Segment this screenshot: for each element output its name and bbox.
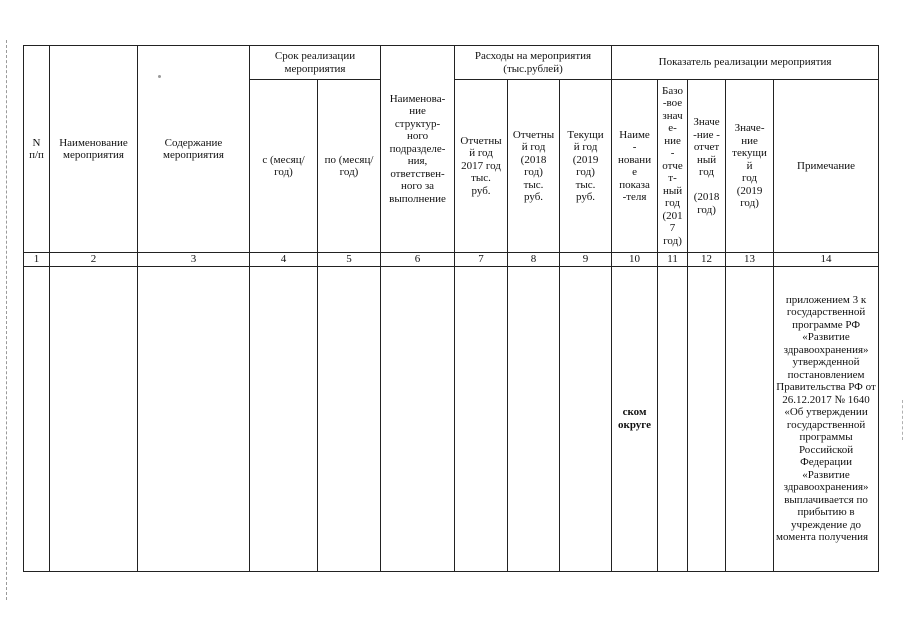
col-number: 1 (24, 253, 50, 267)
cell-ind-2019 (726, 266, 774, 571)
col-number: 5 (318, 253, 381, 267)
col-name-header: Наименование мероприятия (50, 46, 138, 253)
cell-cost-2019 (560, 266, 612, 571)
col-number: 2 (50, 253, 138, 267)
col-costs-header: Расходы на мероприятия (тыс.рублей) (455, 46, 612, 80)
col-number: 13 (726, 253, 774, 267)
col-number: 14 (774, 253, 879, 267)
col-number: 8 (508, 253, 560, 267)
cell-unit (381, 266, 455, 571)
col-term-header: Срок реализации мероприятия (250, 46, 381, 80)
cell-num (24, 266, 50, 571)
col-num-header: N п/п (24, 46, 50, 253)
cell-note: приложением 3 к государственной программе РФ «Развитие здравоохранения» утвержденной постановлением Правительства РФ от 26.12.2017 № 1640 «Об утверждении государственной программы Российской Федерации «Развитие здравоохранения» выплачивается по прибытию в учреждение до момента получения (774, 266, 879, 571)
col-number: 7 (455, 253, 508, 267)
col-note-header: Примечание (774, 80, 879, 253)
col-cost-2018-header: Отчетны й год (2018 год) тыс. руб. (508, 80, 560, 253)
measures-table (23, 45, 879, 572)
col-content-header: Содержание мероприятия (138, 46, 250, 253)
col-ind-2018-header: Значе -ние - отчет ный год (2018 год) (688, 80, 726, 253)
cell-term-to (318, 266, 381, 571)
col-ind-name-header: Наиме - новани е показа -теля (612, 80, 658, 253)
col-number: 9 (560, 253, 612, 267)
cell-indicator-name: ском округе (612, 266, 658, 571)
header-row-top (24, 46, 879, 80)
col-number: 11 (658, 253, 688, 267)
col-number: 3 (138, 253, 250, 267)
col-number: 10 (612, 253, 658, 267)
page-right-edge (902, 400, 903, 440)
col-term-from-header: с (месяц/ год) (250, 80, 318, 253)
col-number: 4 (250, 253, 318, 267)
col-ind-base-header: Базо -вое знач е- ние - отче т- ный год (201 7 год) (658, 80, 688, 253)
cell-cost-2018 (508, 266, 560, 571)
col-cost-2019-header: Текущи й год (2019 год) тыс. руб. (560, 80, 612, 253)
col-term-to-header: по (месяц/ год) (318, 80, 381, 253)
col-unit-header: Наименова- ние структур- ного подразделе- ния, ответствен- ного за выполнение (381, 46, 455, 253)
cell-ind-base (658, 266, 688, 571)
col-number: 6 (381, 253, 455, 267)
col-cost-2017-header: Отчетны й год 2017 год тыс. руб. (455, 80, 508, 253)
column-number-row (24, 253, 879, 267)
cell-cost-2017 (455, 266, 508, 571)
col-ind-2019-header: Значе- ние текущи й год (2019 год) (726, 80, 774, 253)
table-row (24, 266, 879, 571)
cell-ind-2018 (688, 266, 726, 571)
cell-term-from (250, 266, 318, 571)
cell-name (50, 266, 138, 571)
cell-content (138, 266, 250, 571)
col-indicator-header: Показатель реализации мероприятия (612, 46, 879, 80)
page-left-edge (6, 40, 7, 600)
col-number: 12 (688, 253, 726, 267)
